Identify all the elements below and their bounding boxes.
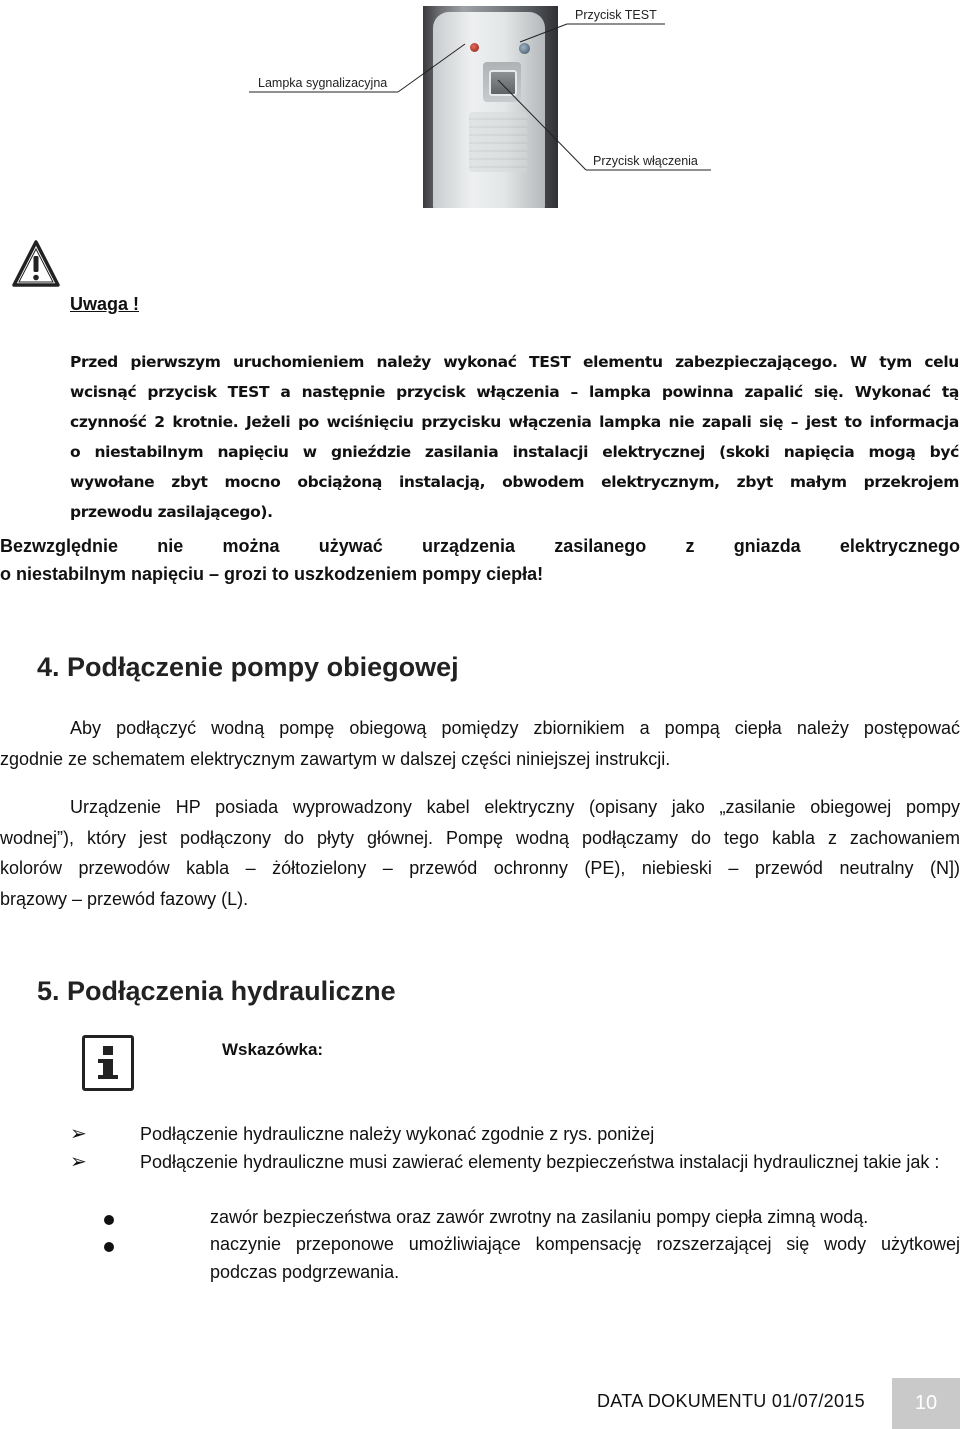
- bullet-dot-icon: [104, 1242, 114, 1252]
- warning-line: o niestabilnym napięciu w gnieździe zasilania instalacji elektrycznej (skoki napięcia mogą być: [70, 443, 959, 461]
- callout-test-button: Przycisk TEST: [575, 8, 657, 22]
- callout-line-lamp-pointer: [398, 44, 465, 92]
- arrow-bullet-icon: ➢: [70, 1151, 87, 1173]
- paragraph-line: zgodnie ze schematem elektrycznym zawartym w dalszej części niniejszej instrukcji.: [0, 748, 671, 769]
- paragraph-line: kolorów przewodów kabla – żółtozielony – przewód ochronny (PE), niebieski – przewód neutralny (N]): [0, 858, 960, 878]
- list-item-text: Podłączenie hydrauliczne musi zawierać elementy bezpieczeństwa instalacji hydraulicznej takie jak :: [140, 1152, 940, 1172]
- strict-warning-line-1: [0, 532, 960, 560]
- strict-word: używać: [318, 536, 383, 556]
- warning-line: czynność 2 krotnie. Jeżeli po wciśnięciu przycisku włączenia lampka nie zapali się – jest to informacja: [70, 413, 959, 431]
- arrow-bullet-icon: ➢: [70, 1123, 87, 1145]
- strict-word: urządzenia: [421, 536, 515, 556]
- info-icon: [82, 1035, 134, 1091]
- section-5-heading: 5. Podłączenia hydrauliczne: [37, 976, 396, 1006]
- callout-power-button: Przycisk włączenia: [593, 154, 698, 168]
- sub-list-item: [140, 1230, 960, 1286]
- section-4-paragraph-1: [0, 713, 960, 774]
- list-item-text: Podłączenie hydrauliczne należy wykonać zgodnie z rys. poniżej: [140, 1124, 655, 1144]
- strict-word: można: [222, 536, 280, 556]
- strict-word: gniazda: [733, 536, 801, 556]
- callout-line-power-pointer: [498, 80, 586, 170]
- callout-lines: [0, 0, 960, 230]
- hint-label: Wskazówka:: [222, 1040, 324, 1059]
- page-number: 10: [892, 1378, 960, 1429]
- warning-text: [70, 347, 959, 527]
- footer-date: DATA DOKUMENTU 01/07/2015: [597, 1391, 865, 1411]
- section-4-paragraph-2: [0, 792, 960, 914]
- paragraph-line: wodnej”), który jest podłączony do płyty głównej. Pompę wodną podłączamy do tego kabla z zachowaniem: [0, 827, 960, 848]
- paragraph-line: brązowy – przewód fazowy (L).: [0, 888, 249, 909]
- strict-warning-line-2: o niestabilnym napięciu – grozi to uszkodzeniem pompy ciepła!: [0, 564, 544, 584]
- strict-word: z: [685, 536, 695, 556]
- section-4-heading: 4. Podłączenie pompy obiegowej: [37, 652, 459, 682]
- warning-line: wywołane zbyt mocno obciążoną instalacją, obwodem elektrycznym, zbyt małym przekrojem: [70, 473, 959, 491]
- sub-list-item: [140, 1203, 960, 1231]
- strict-word: nie: [157, 536, 184, 556]
- strict-word: zasilanego: [554, 536, 647, 556]
- list-item: [70, 1148, 960, 1176]
- strict-word: elektrycznego: [839, 536, 960, 556]
- sub-list-item-text: zawór bezpieczeństwa oraz zawór zwrotny na zasilaniu pompy ciepła zimną wodą.: [210, 1207, 869, 1227]
- warning-triangle-icon: [11, 239, 61, 289]
- paragraph-line: Urządzenie HP posiada wyprowadzony kabel elektryczny (opisany jako „zasilanie obiegowej pompy: [70, 797, 960, 817]
- list-item: [70, 1120, 960, 1148]
- strict-word: Bezwzględnie: [0, 536, 119, 556]
- paragraph-line: Aby podłączyć wodną pompę obiegową pomiędzy zbiornikiem a pompą ciepła należy postępować: [70, 718, 960, 738]
- warning-title: Uwaga !: [70, 294, 140, 314]
- callout-line-test-pointer: [520, 24, 567, 42]
- warning-line: wcisnąć przycisk TEST a następnie przycisk włączenia – lampka powinna zapalić się. Wykonać tą: [70, 383, 959, 401]
- strict-warning: [0, 532, 960, 588]
- callout-indicator-lamp: Lampka sygnalizacyjna: [258, 76, 388, 90]
- warning-line: Przed pierwszym uruchomieniem należy wykonać TEST elementu zabezpieczającego. W tym celu: [70, 353, 959, 371]
- warning-line: przewodu zasilającego).: [70, 503, 273, 521]
- bullet-dot-icon: [104, 1215, 114, 1225]
- sub-list-item-text: naczynie przeponowe umożliwiające kompensację rozszerzającej się wody użytkowej podczas podgrzewania.: [210, 1234, 960, 1282]
